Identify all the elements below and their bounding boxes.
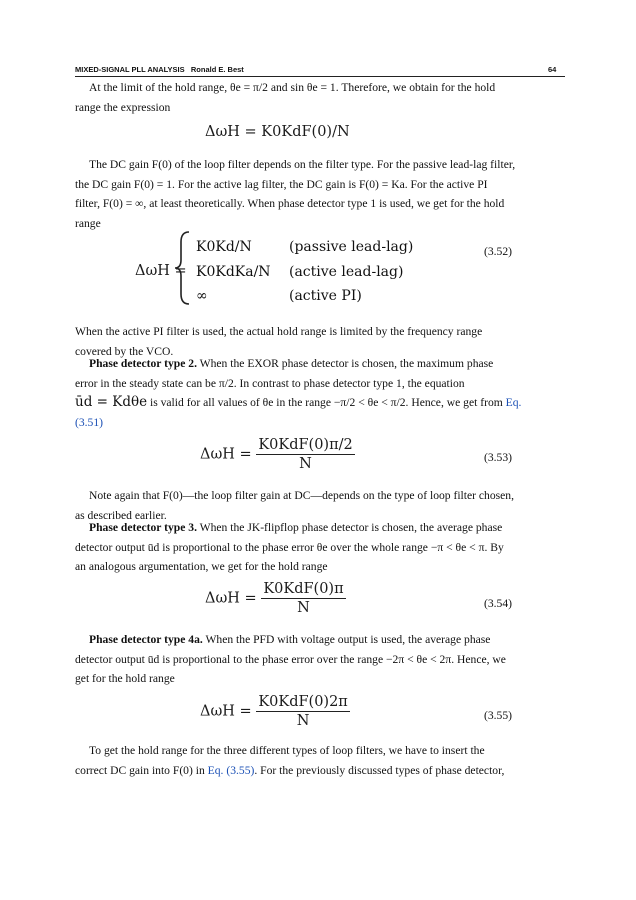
case-label-1: (passive lead-lag) <box>289 239 414 255</box>
text-line: detector output ūd is proportional to the phase error over the range −2π < θe < 2π. Hence, we <box>75 652 506 666</box>
eq-lhs: ΔωH = <box>205 590 257 607</box>
equation-number-3-53: (3.53) <box>484 451 513 464</box>
fraction: $\frac{\text{K0KdF(0)π}}{N}$ <box>263 581 344 616</box>
text-line: an analogous argumentation, we get for the hold range <box>75 560 328 574</box>
section-lead: Phase detector type 2. <box>89 357 197 370</box>
case-row-1 <box>196 239 252 255</box>
text-line: correct DC gain into F(0) in Eq. (3.55). For the previously discussed types of phase detector, <box>75 763 505 777</box>
fraction: $\frac{\text{K0KdF(0)π/2}}{N}$ <box>258 437 353 472</box>
text-line: Phase detector type 4a. When the PFD with voltage output is used, the average phase <box>89 633 491 646</box>
equation-link-3-51-cont[interactable]: (3.51) <box>75 416 104 430</box>
text-line: as described earlier. <box>75 508 167 522</box>
paragraph-dc-gain <box>75 155 564 234</box>
equation-link-3-51[interactable]: Eq. <box>505 396 522 410</box>
header-author: Ronald E. Best <box>190 65 244 74</box>
header-title: MIXED-SIGNAL PLL ANALYSIS <box>75 65 185 74</box>
equation-3-52-lhs: ΔωH = <box>135 263 187 279</box>
eq-lhs: ΔωH = <box>200 446 252 463</box>
text-line: Phase detector type 3. When the JK-flipflop phase detector is chosen, the average phase <box>89 521 503 534</box>
paragraph-pd-type-2 <box>75 354 564 433</box>
paragraph-pd-type-3 <box>75 518 564 577</box>
text-line: the DC gain F(0) = 1. For the active lag filter, the DC gain is F(0) = Ka. For the active PI <box>75 177 488 191</box>
equation-3-54 <box>205 581 346 616</box>
case-expr: K0Kd/N <box>196 239 252 255</box>
case-row-2 <box>196 264 271 280</box>
running-header <box>75 65 244 74</box>
eq-lhs: ΔωH = <box>200 703 252 720</box>
equation-3-55 <box>200 694 350 729</box>
case-row-3 <box>196 288 208 304</box>
equation-number-3-54: (3.54) <box>484 597 513 610</box>
text-line: range the expression <box>75 100 171 114</box>
text-line: Note again that F(0)—the loop filter gain at DC—depends on the type of loop filter chosen, <box>89 489 515 502</box>
equation-link-3-55[interactable]: Eq. (3.55) <box>207 763 255 777</box>
paragraph-hold-limit <box>75 78 564 117</box>
equation-number-3-55: (3.55) <box>484 709 513 722</box>
equation-3-53 <box>200 437 355 472</box>
text-line: detector output ūd is proportional to the phase error θe over the whole range −π < θe < π. By <box>75 540 504 554</box>
text-line: filter, F(0) = ∞, at least theoretically. When phase detector type 1 is used, we get for the hold <box>75 197 505 211</box>
text-line: error in the steady state can be π/2. In contrast to phase detector type 1, the equation <box>75 376 465 390</box>
text-line: range <box>75 217 101 231</box>
case-label-3: (active PI) <box>289 288 362 304</box>
section-lead: Phase detector type 3. <box>89 521 197 534</box>
text-line: At the limit of the hold range, θe = π/2 and sin θe = 1. Therefore, we obtain for the hold <box>89 81 496 94</box>
text-line: To get the hold range for the three different types of loop filters, we have to insert the <box>89 744 485 757</box>
paragraph-insert-dc-gain <box>75 741 564 780</box>
case-expr: K0KdKa/N <box>196 264 271 280</box>
text-line: When the active PI filter is used, the actual hold range is limited by the frequency range <box>75 325 483 338</box>
text-line: The DC gain F(0) of the loop filter depends on the filter type. For the passive lead-lag filter, <box>89 158 516 171</box>
paragraph-pd-type-4a <box>75 630 564 689</box>
text-line: get for the hold range <box>75 672 175 686</box>
left-brace <box>174 230 192 306</box>
header-rule <box>75 76 565 77</box>
equation-number-3-52: (3.52) <box>484 245 513 258</box>
section-lead: Phase detector type 4a. <box>89 633 203 646</box>
text-line: Phase detector type 2. When the EXOR phase detector is chosen, the maximum phase <box>89 357 494 370</box>
inline-equation: ūd = Kdθe <box>75 394 148 411</box>
text-line: ūd = Kdθe is valid for all values of θe in the range −π/2 < θe < π/2. Hence, we get from Eq. <box>75 394 522 411</box>
fraction: $\frac{\text{K0KdF(0)2π}}{N}$ <box>258 694 348 729</box>
page-number: 64 <box>548 65 557 74</box>
case-label-2: (active lead-lag) <box>289 264 404 280</box>
text-line: covered by the VCO. <box>75 344 174 358</box>
equation-hold-range: ΔωH = K0KdF(0)/N <box>205 124 350 140</box>
case-expr: ∞ <box>196 288 208 304</box>
